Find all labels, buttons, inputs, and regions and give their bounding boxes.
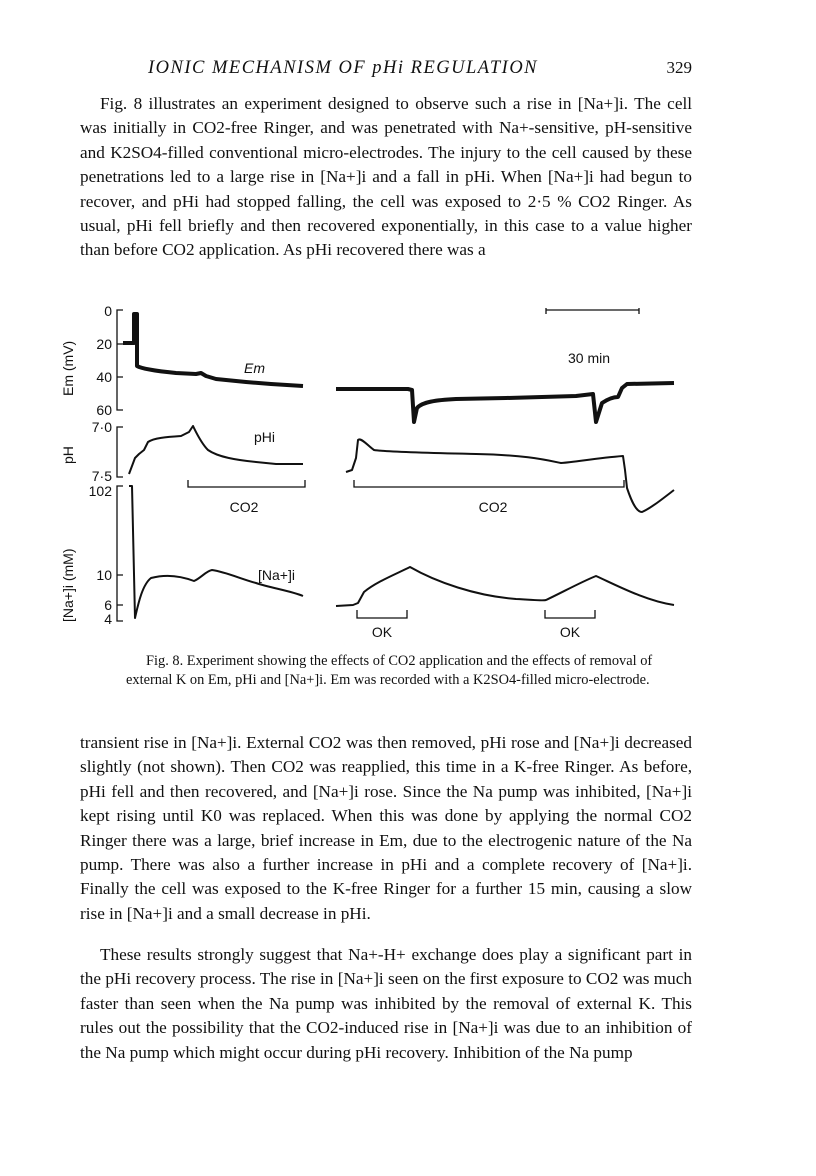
na-axis-title: [Na+]i (mM) [60,548,76,622]
em-axis [117,310,123,410]
em-tick-60: 60 [96,402,112,418]
ok-bar-right [545,610,595,618]
na-trace-left [129,486,303,618]
ph-axis-title: pH [60,446,76,464]
ok-label-right: OK [559,624,581,640]
phi-trace-right [346,439,674,512]
na-trace-label: [Na+]i [258,567,295,583]
em-tick-40: 40 [96,369,112,385]
em-trace-label: Em [244,360,265,376]
figure-caption: Fig. 8. Experiment showing the effects of CO2 application and the effects of removal of external K on Em, pHi and [Na+]i. Em was recorded with a K2SO4-filled micro-electrode. [126,653,653,688]
na-tick-6: 6 [104,597,112,613]
na-tick-10: 10 [96,567,112,583]
figure-8 [56,300,696,652]
figure-8-traces [56,300,696,652]
running-header [80,58,692,82]
co2-label-right: CO2 [478,499,508,515]
em-tick-0: 0 [104,303,112,319]
paragraph-3: These results strongly suggest that Na+-H+ exchange does play a significant part in the pHi recovery process. The rise in [Na+]i seen on the first exposure to CO2 was much faster than seen when the Na pump was inhibited by the removal of external K. This rules out the possibility that the CO2-induced rise in [Na+]i was due to an inhibition of the Na pump which might occur during pHi recovery. Inhibition of the Na pump [80,945,692,1062]
page-number: 329 [666,58,692,77]
em-trace-right [336,383,674,422]
ok-bar-left [357,610,407,618]
em-tick-20: 20 [96,336,112,352]
phi-trace-left [129,426,303,474]
phi-trace-label: pHi [254,429,276,445]
na-axis [117,486,123,621]
paragraph-1: Fig. 8 illustrates an experiment designed to observe such a rise in [Na+]i. The cell was initially in CO2-free Ringer, and was penetrated with Na+-sensitive, pH-sensitive and K2SO4-filled conventional micro-electrodes. The injury to the cell caused by these penetrations led to a large rise in [Na+]i and a fall in pHi. When [Na+]i had begun to recover, and pHi had stopped falling, the cell was exposed to 2·5 % CO2 Ringer. As usual, pHi fell briefly and then recovered exponentially, in this case to a value higher than before CO2 application. As pHi recovered there was a [80,94,692,260]
em-trace-left [123,314,303,386]
ok-label-left: OK [371,624,393,640]
na-trace-right [336,567,674,606]
em-axis-title: Em (mV) [60,340,76,396]
ph-tick-7-5: 7·5 [91,468,112,484]
scale-bar [546,308,639,314]
ph-axis [117,427,123,477]
running-title: IONIC MECHANISM OF pHi REGULATION [148,58,539,78]
na-tick-4: 4 [104,611,112,627]
co2-bar-left [188,480,305,487]
scale-bar-label: 30 min [568,350,611,366]
co2-bar-right [354,480,624,487]
na-tick-102: 102 [88,483,112,499]
co2-label-left: CO2 [229,499,259,515]
paragraph-2: transient rise in [Na+]i. External CO2 was then removed, pHi rose and [Na+]i decreased slightly (not shown). Then CO2 was reapplied, this time in a K-free Ringer. As before, pHi fell and then recovered, and [Na+]i rose. Since the Na pump was inhibited, [Na+]i kept rising until K0 was replaced. When this was done by applying the normal CO2 Ringer there was a large, brief increase in Em, due to the electrogenic nature of the Na pump. There was also a further increase in pHi and a complete recovery of [Na+]i. Finally the cell was exposed to the K-free Ringer for a further 15 min, causing a slow rise in [Na+]i and a small decrease in pHi. [80,733,692,923]
ph-tick-7-0: 7·0 [91,419,112,435]
